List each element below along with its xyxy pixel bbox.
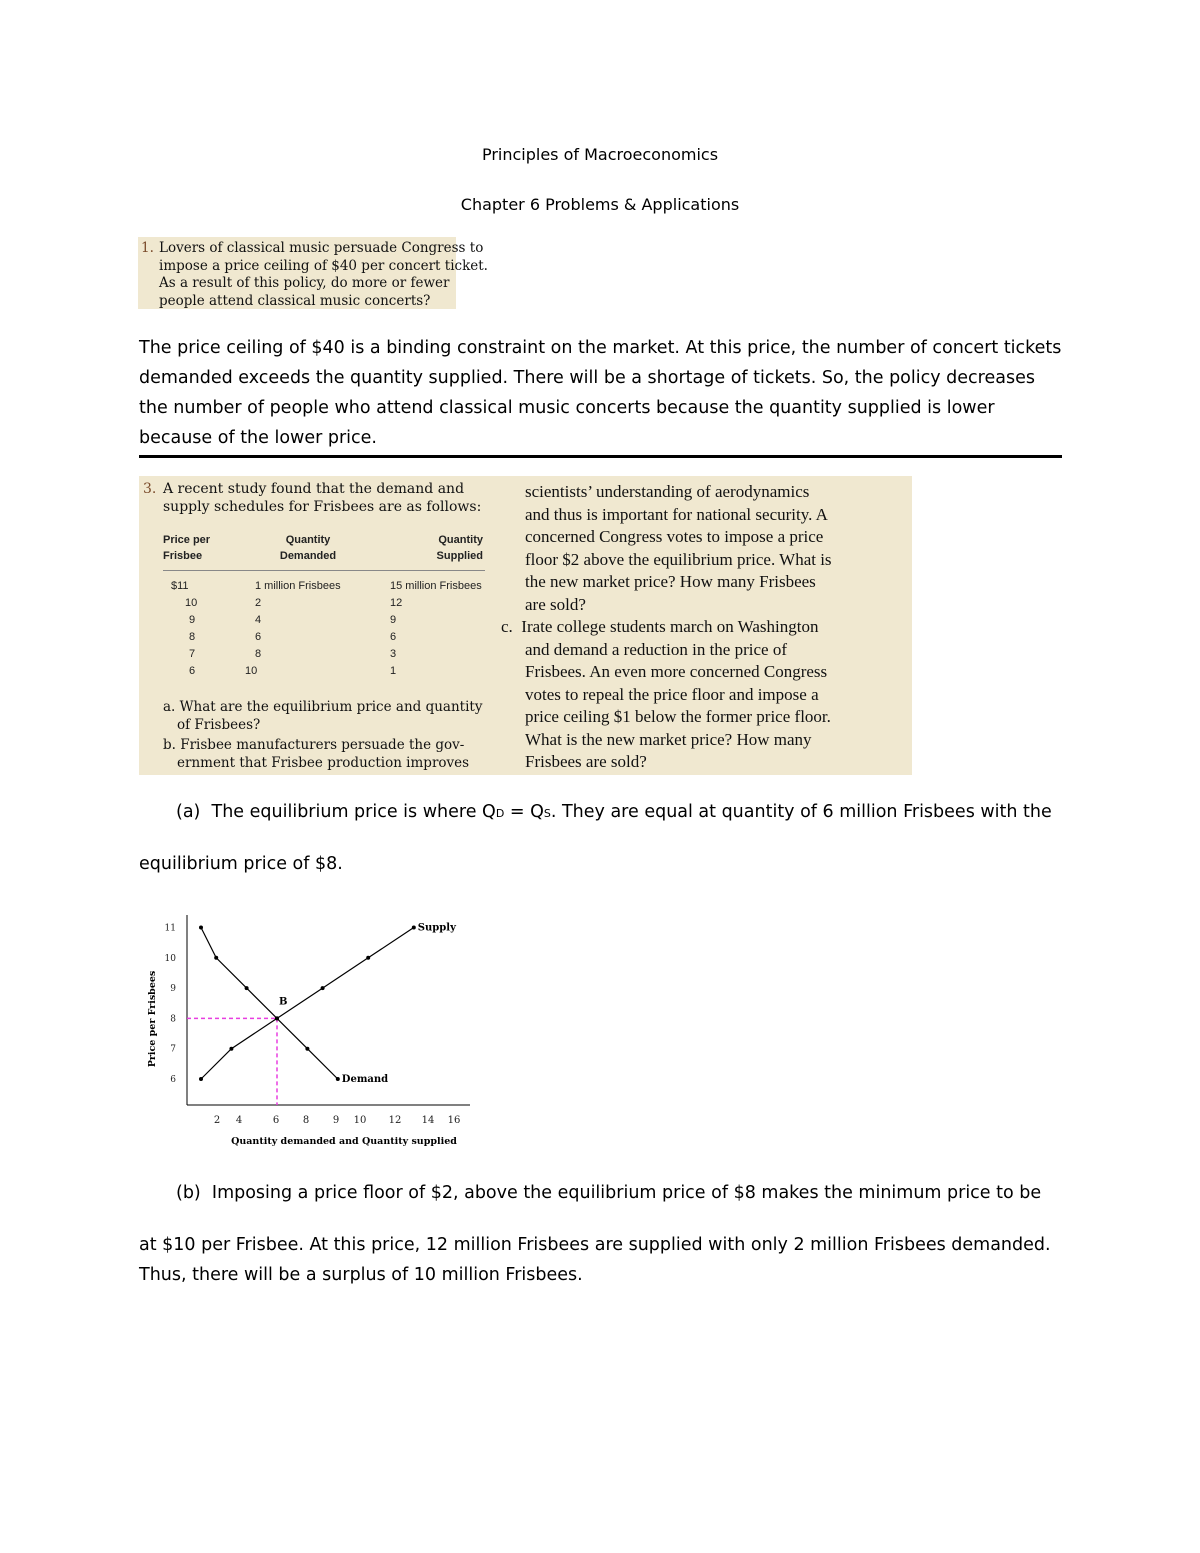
section-divider (139, 455, 1062, 458)
question-3-box (139, 476, 912, 775)
answer-1-line: demanded exceeds the quantity supplied. There will be a shortage of tickets. So, the policy decreases (139, 368, 1035, 388)
supply-point (275, 1016, 279, 1020)
demand-curve (201, 928, 338, 1080)
chapter-title: Chapter 6 Problems & Applications (460, 195, 740, 214)
table-row: 8 6 6 (189, 631, 397, 643)
y-tick-label: 11 (164, 923, 176, 934)
y-tick-label: 10 (164, 953, 176, 964)
x-tick-label: 9 (332, 1115, 340, 1126)
demand-label: Demand (341, 1074, 389, 1085)
question-1-box (138, 237, 488, 309)
supply-point (321, 986, 325, 990)
x-axis-label: Quantity demanded and Quantity supplied (231, 1136, 457, 1147)
table-header-supplied: Quantity Supplied (436, 534, 483, 562)
question-3-intro-line: supply schedules for Frisbees are as follows: (163, 499, 482, 515)
chart-series-lines (201, 928, 414, 1080)
chart-equilibrium-guides (187, 1018, 277, 1105)
table-row: 9 4 9 (189, 614, 397, 626)
answer-b-line-1: (b) Imposing a price floor of $2, above the equilibrium price of $8 makes the minimum price to be (176, 1183, 1042, 1203)
demand-point (214, 956, 218, 960)
x-tick-label: 14 (421, 1115, 435, 1126)
x-tick-label: 6 (272, 1115, 280, 1126)
y-tick-label: 6 (170, 1075, 176, 1085)
answer-1-line: the number of people who attend classical music concerts because the quantity supplied is lower (139, 398, 995, 418)
chart-labels (147, 923, 460, 1148)
question-1-number: 1. (141, 240, 154, 256)
x-tick-label: 2 (213, 1115, 221, 1126)
supply-point (412, 926, 416, 930)
supply-point (229, 1047, 233, 1051)
equilibrium-label: B (279, 996, 288, 1008)
supply-point (366, 956, 370, 960)
chart-axes (187, 915, 470, 1105)
question-1-line: As a result of this policy, do more or fewer (159, 275, 450, 291)
table-row: $11 1 million Frisbees 15 million Frisbees (171, 580, 482, 592)
supply-demand-chart (140, 905, 500, 1155)
x-tick-label: 10 (353, 1115, 367, 1126)
x-tick-label: 4 (235, 1115, 243, 1126)
question-3-intro-line: A recent study found that the demand and (163, 481, 465, 497)
course-title: Principles of Macroeconomics (481, 145, 719, 164)
table-header-price: Price per Frisbee (163, 534, 211, 562)
answer-1-line: because of the lower price. (139, 428, 377, 448)
question-1-line: Lovers of classical music persuade Congress to (159, 240, 484, 256)
answer-b-label: (b) (176, 1183, 201, 1203)
y-tick-label: 9 (170, 984, 176, 995)
answer-a-line-1: (a) The equilibrium price is where QD = QS. They are equal at quantity of 6 million Frisbees with the (176, 802, 1052, 822)
y-tick-label: 8 (170, 1014, 176, 1025)
supply-label: Supply (417, 922, 456, 934)
chart-data-points (199, 926, 416, 1082)
question-1-line: people attend classical music concerts? (159, 292, 431, 309)
demand-point (199, 926, 203, 930)
question-3-part-c: c. Irate college students march on Washington and demand a reduction in the price of Frisbees. An even more concerned Congress votes to repeal the price floor and impose a price ceiling $1 below the former price floor. What is the new market price? How many Frisbees are sold? (501, 617, 831, 771)
question-3-number: 3. (143, 481, 157, 497)
frisbee-schedule-table (163, 532, 503, 682)
answer-b-line-3: Thus, there will be a surplus of 10 million Frisbees. (139, 1265, 583, 1285)
x-tick-label: 16 (447, 1115, 461, 1126)
demand-point (305, 1047, 309, 1051)
question-3-part-a: a. What are the equilibrium price and quantity of Frisbees? (163, 699, 483, 733)
question-3-part-b-continued: scientists’ understanding of aerodynamics and thus is important for national security. A concerned Congress votes to impose a price floor $2 above the equilibrium price. What is the new market price? How many Frisbees are sold? (525, 482, 832, 614)
table-row: 6 10 1 (189, 665, 397, 677)
supply-point (199, 1077, 203, 1081)
y-tick-label: 7 (170, 1044, 176, 1055)
y-axis-label: Price per Frisbees (147, 970, 158, 1068)
table-row: 10 2 12 (185, 597, 403, 609)
x-tick-label: 12 (388, 1115, 402, 1126)
question-3-part-b-start: b. Frisbee manufacturers persuade the gov- ernment that Frisbee production improves (163, 737, 470, 771)
table-header-rule (163, 570, 485, 571)
table-header-demanded: Quantity Demanded (279, 534, 337, 562)
answer-b-line-2: at $10 per Frisbee. At this price, 12 million Frisbees are supplied with only 2 million Frisbees demanded. (139, 1235, 1051, 1255)
demand-point (245, 986, 249, 990)
table-row: 7 8 3 (189, 648, 397, 660)
answer-1 (139, 333, 1061, 453)
answer-a-line-2: equilibrium price of $8. (139, 854, 343, 874)
supply-curve (201, 928, 414, 1080)
answer-1-line: The price ceiling of $40 is a binding constraint on the market. At this price, the number of concert tickets (139, 338, 1062, 358)
answer-a-label: (a) (176, 802, 201, 822)
x-tick-label: 8 (302, 1115, 310, 1126)
demand-point (336, 1077, 340, 1081)
question-1-line: impose a price ceiling of $40 per concert ticket. (159, 257, 488, 274)
